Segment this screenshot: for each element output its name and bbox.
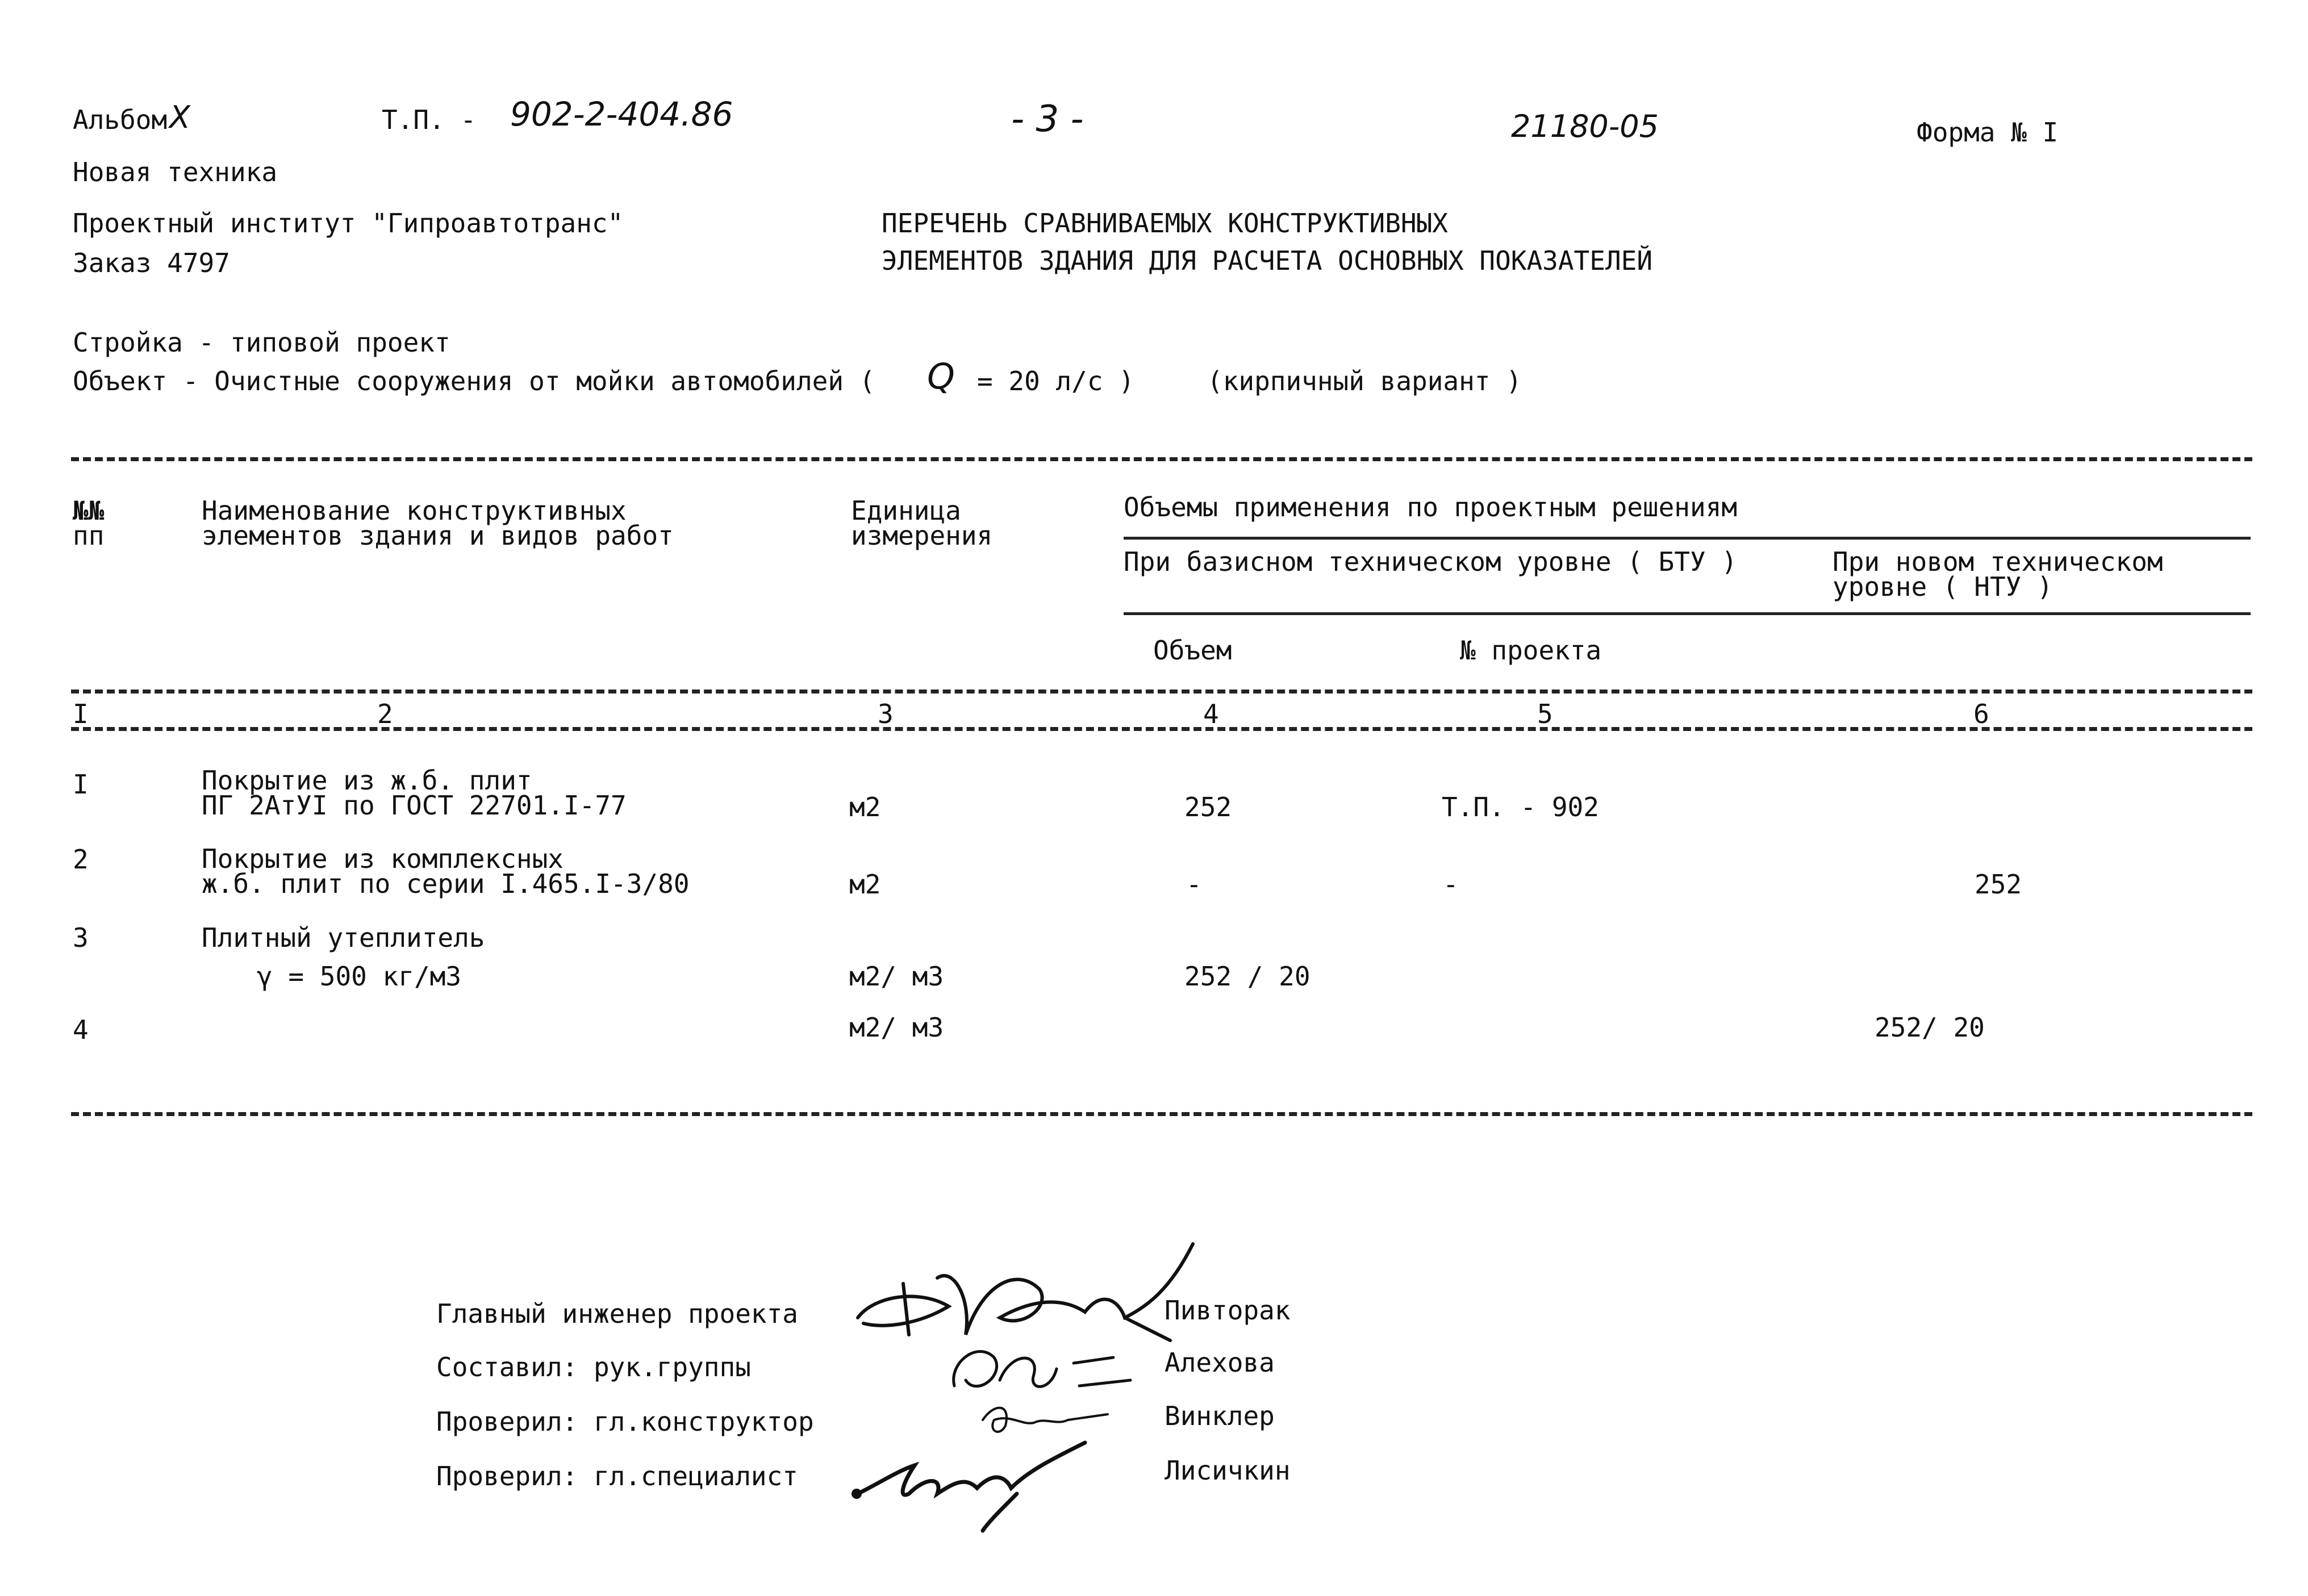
row-1-unit: м2 — [849, 792, 881, 822]
album-number: Х — [169, 99, 190, 135]
header-num-2: пп — [73, 520, 105, 551]
info-construction: Стройка - типовой проект — [73, 327, 450, 358]
handwritten-signature-4 — [846, 1437, 1119, 1534]
column-number-5: 5 — [1537, 699, 1553, 729]
row-2-ntu: 252 — [1975, 869, 2022, 900]
table-bottom-rule — [71, 1112, 2252, 1116]
btu-ntu-underline — [1124, 612, 2251, 615]
document-code: 21180-05 — [1511, 108, 1659, 144]
signature-name-chief-engineer: Пивторак — [1165, 1295, 1291, 1326]
album-label: Альбом — [73, 105, 168, 135]
tp-label: Т.П. - — [382, 105, 477, 135]
row-3-unit: м2/ м3 — [849, 961, 944, 992]
row-2-unit: м2 — [849, 869, 881, 900]
column-number-3: 3 — [878, 699, 894, 729]
info-order: Заказ 4797 — [73, 248, 230, 278]
info-object-q: Q — [927, 356, 955, 397]
info-institute: Проектный институт "Гипроавтотранс" — [73, 208, 624, 239]
header-unit-1: Единица — [851, 495, 961, 526]
row-2-num: 2 — [73, 844, 89, 875]
row-3-volume: 252 / 20 — [1184, 961, 1310, 992]
header-name-1: Наименование конструктивных — [202, 495, 627, 526]
row-4-ntu: 252/ 20 — [1875, 1012, 1985, 1043]
signature-role-chief-specialist: Проверил: гл.специалист — [436, 1461, 798, 1491]
header-volume: Объем — [1153, 635, 1232, 666]
header-unit-2: измерения — [851, 520, 993, 551]
column-numbers-top-rule — [71, 690, 2252, 693]
header-volumes: Объемы применения по проектным решениям — [1124, 492, 1738, 523]
signature-role-chief-engineer: Главный инженер проекта — [436, 1298, 798, 1329]
row-2-volume: - — [1186, 869, 1202, 900]
row-3-name-line-2: γ = 500 кг/м3 — [257, 961, 462, 992]
column-number-2: 2 — [377, 699, 393, 729]
info-new-technology: Новая техника — [73, 157, 278, 187]
column-number-1: I — [73, 699, 89, 729]
doc-title-line-2: ЭЛЕМЕНТОВ ЗДАНИЯ ДЛЯ РАСЧЕТА ОСНОВНЫХ ПОКАЗАТЕЛЕЙ — [882, 245, 1653, 276]
row-3-name-line-1: Плитный утеплитель — [202, 922, 485, 953]
column-numbers-bottom-rule — [71, 727, 2252, 731]
header-ntu-2: уровне ( НТУ ) — [1833, 571, 2053, 602]
signature-name-chief-specialist: Лисичкин — [1165, 1455, 1291, 1486]
signature-role-chief-designer: Проверил: гл.конструктор — [436, 1406, 814, 1437]
signature-name-compiled: Алехова — [1165, 1347, 1275, 1378]
form-number: Форма № I — [1917, 117, 2059, 148]
row-1-volume: 252 — [1184, 792, 1232, 822]
row-4-unit: м2/ м3 — [849, 1012, 944, 1043]
table-top-rule — [71, 457, 2252, 461]
header-btu: При базисном техническом уровне ( БТУ ) — [1124, 546, 1738, 577]
row-1-name-line-2: ПГ 2АтУI по ГОСТ 22701.I-77 — [202, 790, 627, 821]
info-variant: (кирпичный вариант ) — [1207, 366, 1522, 396]
header-name-2: элементов здания и видов работ — [202, 520, 674, 551]
column-number-4: 4 — [1203, 699, 1219, 729]
info-object: Объект - Очистные сооружения от мойки автомобилей ( — [73, 366, 875, 396]
row-2-name-line-1: Покрытие из комплексных — [202, 843, 564, 874]
signature-role-compiled: Составил: рук.группы — [436, 1352, 751, 1382]
header-num-1: №№ — [73, 495, 105, 526]
column-number-6: 6 — [1973, 699, 1989, 729]
row-2-project: - — [1443, 869, 1459, 900]
doc-title-line-1: ПЕРЕЧЕНЬ СРАВНИВАЕМЫХ КОНСТРУКТИВНЫХ — [882, 208, 1448, 239]
header-ntu-1: При новом техническом — [1833, 546, 2163, 577]
row-1-name-line-1: Покрытие из ж.б. плит — [202, 765, 532, 796]
row-3-num: 3 — [73, 922, 89, 953]
row-4-num: 4 — [73, 1014, 89, 1045]
info-object-flow: = 20 л/с ) — [977, 366, 1134, 396]
row-1-num: I — [73, 769, 89, 800]
tp-number: 902-2-404.86 — [510, 95, 733, 133]
signature-name-chief-designer: Винклер — [1165, 1401, 1275, 1431]
row-1-project: Т.П. - 902 — [1442, 792, 1599, 822]
volumes-underline — [1124, 537, 2251, 540]
page-number: - 3 - — [1011, 98, 1084, 140]
row-2-name-line-2: ж.б. плит по серии I.465.I-3/80 — [202, 868, 690, 899]
header-project-number: № проекта — [1460, 635, 1602, 666]
